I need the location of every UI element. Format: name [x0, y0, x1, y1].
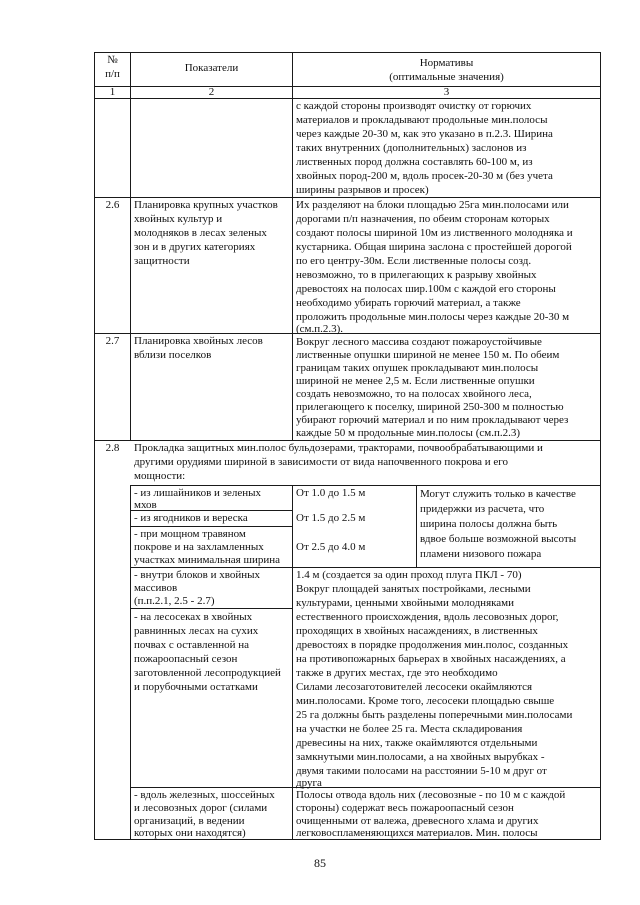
text-line: мощности:	[134, 470, 186, 482]
text-line: культурами, ценными хвойными молодняками	[296, 597, 515, 609]
text-line: двумя такими полосами на расстоянии 5-10 м друг от	[296, 765, 547, 777]
text-line: почвах с оставленной на	[134, 639, 250, 651]
text-line: на участки не более 25 га. Места складирования	[296, 723, 523, 735]
text-line: кустарника. Общая ширина заслона с простейшей дорогой	[296, 241, 572, 253]
text-line: древостоях на полосах шир.100м с каждой его стороны	[296, 283, 556, 295]
text-line: вдвое больше возможной высоты	[420, 533, 577, 545]
page-number: 85	[314, 856, 326, 870]
header-number-line: №	[107, 54, 118, 66]
text-line: лиственные опушки шириной не менее 150 м. По обеим	[296, 349, 560, 361]
text-line: мхов	[134, 499, 157, 511]
text-line: ширины разрывов и просек)	[296, 184, 429, 196]
index-3: 3	[443, 86, 450, 98]
text-line: - из лишайников и зеленых	[134, 487, 262, 499]
text-line: через каждые 20-30 м, как это указано в п.2.3. Ширина	[296, 128, 553, 140]
width-value: От 2.5 до 4.0 м	[296, 541, 366, 553]
text-line: - вдоль железных, шоссейных	[134, 789, 275, 801]
table-border	[94, 52, 601, 53]
header-number-line: п/п	[105, 68, 120, 80]
header-norms-sub: (оптимальные значения)	[389, 71, 504, 83]
text-line: пожароопасный сезон	[134, 653, 238, 665]
text-line: лиственных пород должна составлять 60-100 м, из	[296, 156, 533, 168]
text-line: границам таких опушек прокладывают мин.полосы	[296, 362, 539, 374]
text-line: замкнутыми мин.полосами, а на хвойных вырубках -	[296, 751, 545, 763]
text-line: с каждой стороны производят очистку от горючих	[296, 100, 532, 112]
text-line: невозможно, то в прилегающих к разрыву хвойных	[296, 269, 537, 281]
text-line: другими орудиями шириной в зависимости от вида напочвенного покрова и его	[134, 456, 509, 468]
text-line: 25 га должны быть разделены поперечными мин.полосами	[296, 709, 573, 721]
table-border	[600, 52, 601, 840]
text-line: вблизи поселков	[134, 349, 212, 361]
header-indicators: Показатели	[184, 62, 239, 74]
text-line: шириной не менее 2,5 м. Если лиственные опушки	[296, 375, 535, 387]
text-line: массивов	[134, 582, 178, 594]
text-line: Вокруг площадей занятых постройками, лесными	[296, 583, 531, 595]
text-line: организаций, в ведении	[134, 815, 245, 827]
width-value: От 1.0 до 1.5 м	[296, 487, 366, 499]
text-line: участках минимальная ширина	[134, 554, 280, 566]
table-rule	[130, 567, 601, 568]
text-line: Их разделяют на блоки площадью 25га мин.полосами или	[296, 199, 569, 211]
text-line: древостоях в порядке продолжения мин.полос, созданных	[296, 639, 569, 651]
text-line: зон и в других категориях	[134, 241, 256, 253]
table-rule	[130, 52, 131, 441]
row-number: 2.8	[105, 442, 120, 454]
text-line: легковоспламеняющихся материалов. Мин. полосы	[296, 827, 538, 839]
text-line: проходящих в хвойных насаждениях, в лиственных	[296, 625, 538, 637]
text-line: дорогами п/п назначения, по обеим сторонам которых	[296, 213, 550, 225]
table-rule	[130, 526, 292, 527]
text-line: - на лесосеках в хвойных	[134, 611, 253, 623]
index-1: 1	[109, 86, 116, 98]
table-rule	[292, 52, 293, 441]
text-line: которых они находятся)	[134, 827, 246, 839]
text-line: создать невозможно, то на полосах хвойного леса,	[296, 388, 532, 400]
text-line: защитности	[134, 255, 190, 267]
text-line: (п.п.2.1, 2.5 - 2.7)	[134, 595, 215, 607]
text-line: придержки из расчета, что	[420, 503, 545, 515]
text-line: необходимо убирать горючий материал, а также	[296, 297, 521, 309]
text-line: таких внутренних (дополнительных) заслонов из	[296, 142, 527, 154]
text-line: хвойных культур и	[134, 213, 223, 225]
text-line: Планировка крупных участков	[134, 199, 278, 211]
index-2: 2	[208, 86, 215, 98]
table-rule	[130, 485, 131, 840]
text-line: очищенными от валежа, древесного хлама и других	[296, 815, 539, 827]
width-value: От 1.5 до 2.5 м	[296, 512, 366, 524]
width-value: 1.4 м (создается за один проход плуга ПКЛ - 70)	[296, 569, 522, 581]
text-line: Могут служить только в качестве	[420, 488, 576, 500]
text-line: на противопожарных барьерах в хвойных насаждениях, а	[296, 653, 566, 665]
text-line: ширина полосы должна быть	[420, 518, 558, 530]
text-line: и порубочными остатками	[134, 681, 258, 693]
text-line: - при мощном травяном	[134, 528, 246, 540]
table-rule	[94, 440, 601, 441]
text-line: по его центру-30м. Если лиственные полосы созд.	[296, 255, 532, 267]
text-line: мин.полосами. Кроме того, лесосеки площадью свыше	[296, 695, 555, 707]
header-norms: Нормативы	[419, 57, 474, 69]
text-line: прилегающего к поселку, шириной 250-300 м полностью	[296, 401, 564, 413]
text-line: материалов и прокладывают продольные мин.полосы	[296, 114, 548, 126]
text-line: (см.п.2.3).	[296, 323, 344, 335]
text-line: стороны) содержат весь пожароопасный сезон	[296, 802, 514, 814]
row-number: 2.6	[105, 199, 120, 211]
text-line: и лесовозных дорог (силами	[134, 802, 268, 814]
text-line: равнинных лесах на сухих	[134, 625, 259, 637]
text-line: Полосы отвода вдоль них (лесовозные - по 10 м с каждой	[296, 789, 566, 801]
text-line: заготовленной лесопродукцией	[134, 667, 281, 679]
text-line: пламени низового пожара	[420, 548, 542, 560]
text-line: каждые 50 м продольные мин.полосы (см.п.2.3)	[296, 427, 520, 439]
text-line: - из ягодников и вереска	[134, 512, 248, 524]
text-line: Вокруг лесного массива создают пожароустойчивые	[296, 336, 542, 348]
text-line: Прокладка защитных мин.полос бульдозерами, тракторами, почвообрабатывающими и	[134, 442, 543, 454]
row-number: 2.7	[105, 335, 120, 347]
table-rule	[292, 485, 293, 840]
text-line: молодняков в лесах зеленых	[134, 227, 267, 239]
text-line: проложить продольные мин.полосы через каждые 20-30 м	[296, 311, 570, 323]
table-rule	[130, 485, 601, 486]
text-line: также в других местах, где это необходимо	[296, 667, 498, 679]
text-line: хвойных пород-200 м, вдоль просек-20-30 м (без учета	[296, 170, 553, 182]
text-line: создают полосы шириной 10м из лиственного молодняка и	[296, 227, 573, 239]
text-line: покрове и на захламленных	[134, 541, 264, 553]
table-rule	[94, 197, 601, 198]
table-rule	[130, 608, 292, 609]
text-line: друга	[296, 777, 322, 789]
text-line: Силами лесозаготовителей лесосеки окаймляются	[296, 681, 533, 693]
text-line: естественного происхождения, вдоль лесовозных дорог,	[296, 611, 559, 623]
text-line: древесины на них, также окаймляются отдельными	[296, 737, 538, 749]
table-rule	[416, 485, 417, 568]
text-line: - внутри блоков и хвойных	[134, 569, 261, 581]
text-line: убирают горючий материал и по ним прокладывают через	[296, 414, 569, 426]
text-line: Планировка хвойных лесов	[134, 335, 263, 347]
